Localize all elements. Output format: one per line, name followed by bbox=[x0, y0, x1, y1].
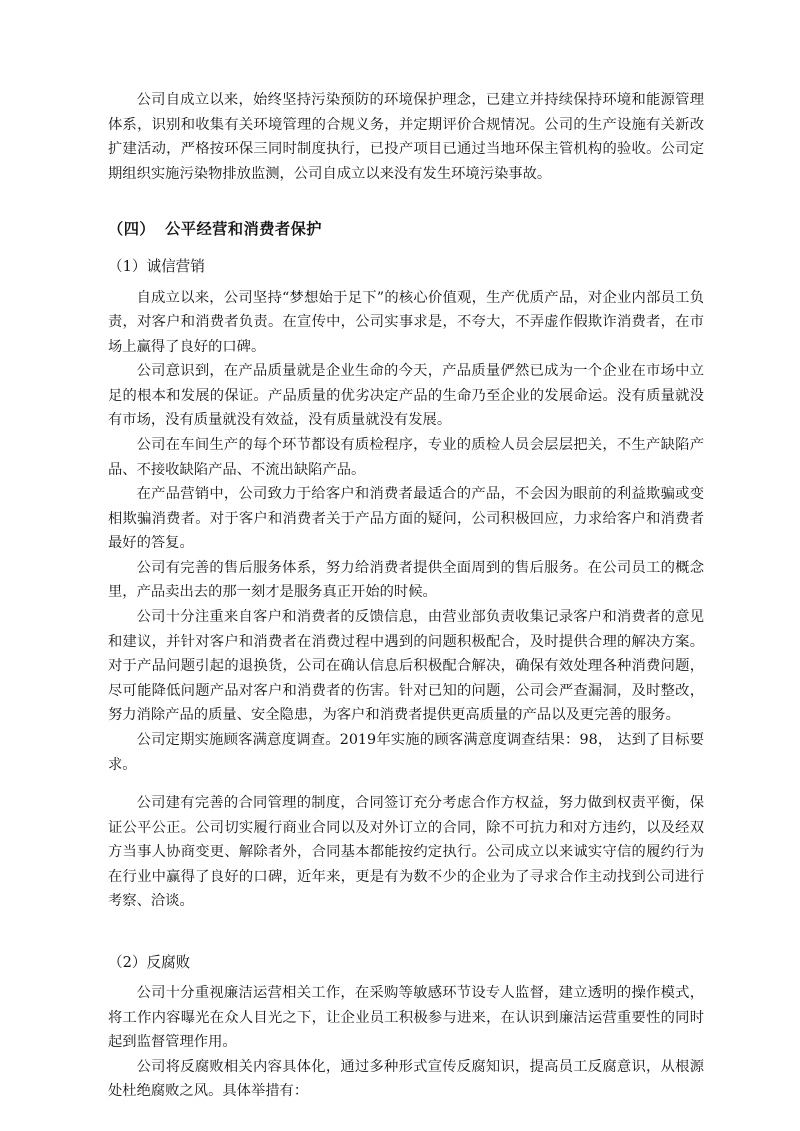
paragraph-integrity-supervision: 公司十分重视廉洁运营相关工作，在采购等敏感环节设专人监督，建立透明的操作模式，将工作内容曝光在众人目光之下，让企业员工积极参与进来，在认识到廉洁运营重要性的同时起到监督管理作用。 bbox=[108, 985, 704, 1051]
paragraph-workshop-quality-control: 公司在车间生产的每个环节都设有质检程序，专业的质检人员会层层把关，不生产缺陷产品、不接收缺陷产品、不流出缺陷产品。 bbox=[108, 437, 704, 478]
document-body bbox=[108, 88, 704, 1104]
heading-anti-corruption: （2）反腐败 bbox=[108, 954, 191, 971]
paragraph-contract-management: 公司建有完善的合同管理的制度，合同签订充分考虑合作方权益，努力做到权责平衡，保证公平公正。公司切实履行商业合同以及对外订立的合同，除不可抗力和对方违约，以及经双方当事人协商变更、解除者外，合同基本都能按约定执行。公司成立以来诚实守信的履约行为在行业中赢得了良好的口碑，近年来，更是有为数不少的企业为了寻求合作主动找到公司进行考察、洽谈。 bbox=[108, 795, 704, 910]
heading-fair-operation bbox=[108, 216, 704, 242]
paragraph-environment-protection: 公司自成立以来，始终坚持污染预防的环境保护理念，已建立并持续保持环境和能源管理体系，识别和收集有关环境管理的合规义务，并定期评价合规情况。公司的生产设施有关新改扩建活动，严格按环保三同时制度执行，已投产项目已通过当地环保主管机构的验收。公司定期组织实施污染物排放监测，公司自成立以来没有发生环境污染事故。 bbox=[108, 92, 704, 182]
heading-section-text: 公平经营和消费者保护 bbox=[165, 220, 322, 239]
paragraph-customer-satisfaction-survey: 公司定期实施顾客满意度调查。2019年实施的顾客满意度调查结果：98， 达到了目标要求。 bbox=[108, 731, 704, 773]
paragraph-spacer-1 bbox=[108, 777, 704, 791]
paragraph-anti-corruption-measures: 公司将反腐败相关内容具体化，通过多种形式宣传反腐知识，提高员工反腐意识，从根源处杜绝腐败之风。具体举措有： bbox=[108, 1058, 704, 1100]
heading-section-number: （四） bbox=[108, 220, 156, 239]
heading-honest-marketing: （1）诚信营销 bbox=[108, 258, 205, 276]
paragraph-quality-awareness: 公司意识到，在产品质量就是企业生命的今天，产品质量俨然已成为一个企业在市场中立足的根本和发展的保证。产品质量的优劣决定产品的生命乃至企业的发展命运。没有质量就没有市场，没有质量就没有效益，没有质量就没有发展。 bbox=[108, 363, 704, 429]
paragraph-marketing-ethics: 在产品营销中，公司致力于给客户和消费者最适合的产品，不会因为眼前的利益欺骗或变相欺骗消费者。对于客户和消费者关于产品方面的疑问，公司积极回应，力求给客户和消费者最好的答复。 bbox=[108, 486, 704, 552]
paragraph-after-sales-service: 公司有完善的售后服务体系，努力给消费者提供全面周到的售后服务。在公司员工的概念里，产品卖出去的那一刻才是服务真正开始的时候。 bbox=[108, 559, 704, 601]
paragraph-spacer-2 bbox=[108, 914, 704, 940]
paragraph-feedback-handling: 公司十分注重来自客户和消费者的反馈信息，由营业部负责收集记录客户和消费者的意见和建议，并针对客户和消费者在消费过程中遇到的问题积极配合，及时提供合理的解决方案。对于产品问题引起的退换货，公司在确认信息后积极配合解决，确保有效处理各种消费问题，尽可能降低问题产品对客户和消费者的伤害。针对已知的问题，公司会严查漏洞，及时整改，努力消除产品的质量、安全隐患，为客户和消费者提供更高质量的产品以及更完善的服务。 bbox=[108, 609, 704, 724]
paragraph-core-values: 自成立以来，公司坚持“梦想始于足下”的核心价值观，生产优质产品，对企业内部员工负责，对客户和消费者负责。在宣传中，公司实事求是，不夸大，不弄虚作假欺诈消费者，在市场上赢得了良好的口碑。 bbox=[108, 289, 704, 355]
